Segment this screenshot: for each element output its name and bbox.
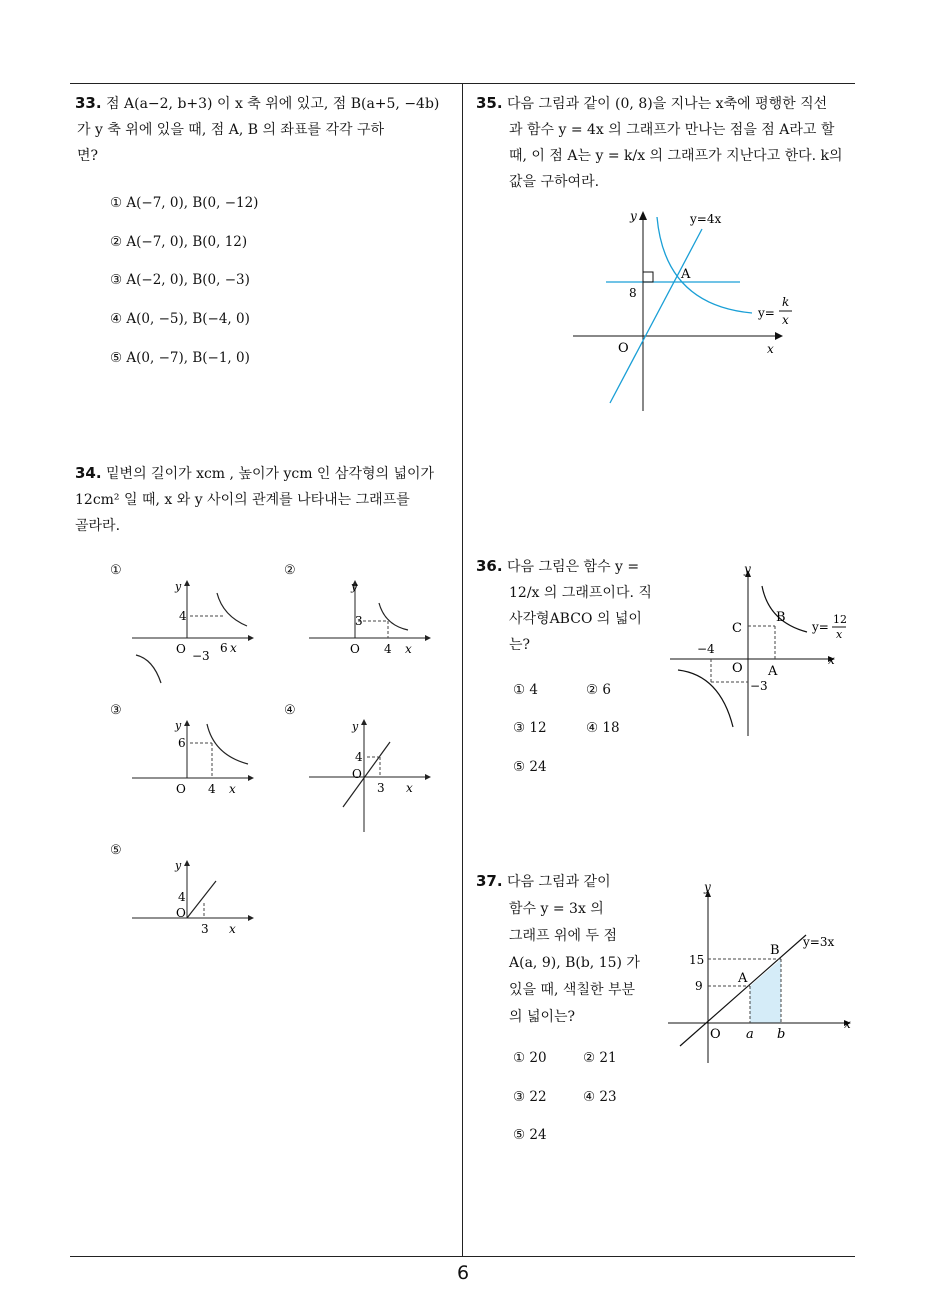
option-5[interactable]: ⑤ 24: [513, 1127, 547, 1143]
question-text-line: 함수 y = 3x 의: [509, 901, 604, 917]
bottom-rule: [70, 1256, 855, 1257]
question-number: 37.: [476, 872, 503, 890]
column-divider: [462, 83, 463, 1256]
y-axis-label: y: [175, 719, 182, 732]
question-text-line: 있을 때, 색칠한 부분: [509, 982, 635, 998]
curve-label-k: k: [782, 295, 790, 309]
option-1[interactable]: ① 4: [513, 682, 538, 698]
question-text-line: 12cm² 일 때, x 와 y 사이의 관계를 나타내는 그래프를: [75, 492, 410, 508]
question-text-line: 사각형ABCO 의 넓이: [509, 611, 642, 627]
question-text-line: 다음 그림과 같이 (0, 8)을 지나는 x축에 평행한 직선: [507, 96, 828, 112]
point-label-b: B: [770, 943, 780, 958]
graph-choice-3[interactable]: [128, 715, 258, 805]
question-33: [75, 90, 455, 169]
question-text-line: 밑변의 길이가 xcm , 높이가 ycm 인 삼각형의 넓이가: [106, 466, 435, 482]
option-3[interactable]: ③ 12: [513, 720, 547, 736]
question-text-line: 과 함수 y = 4x 의 그래프가 만나는 점을 점 A라고 할: [509, 122, 835, 138]
point-label-c: C: [732, 621, 742, 636]
graph-q36: [668, 560, 848, 740]
origin-label: O: [732, 661, 743, 676]
y-axis-label: y: [175, 580, 182, 593]
value-label: 4: [384, 642, 392, 656]
line-label: y=4x: [690, 212, 722, 226]
question-text-line: 다음 그림은 함수 y =: [507, 559, 640, 575]
choice-mark-1[interactable]: ①: [110, 563, 122, 578]
y-axis-label: y: [175, 859, 182, 872]
y-axis-label: y: [704, 880, 711, 894]
x-axis-label: x: [405, 642, 412, 656]
value-label: 6: [220, 641, 228, 655]
choice-mark-4[interactable]: ④: [284, 703, 296, 718]
question-text-line: 값을 구하여라.: [509, 174, 600, 190]
value-label: 8: [629, 286, 637, 300]
curve-label-num: 12: [833, 613, 847, 626]
graph-choice-4[interactable]: [305, 712, 435, 837]
curve-label-x: x: [836, 628, 843, 641]
graph-choice-5[interactable]: [128, 855, 258, 940]
option-1[interactable]: ① A(−7, 0), B(0, −12): [110, 195, 259, 211]
value-label: 4: [179, 609, 187, 623]
point-label-a: A: [768, 664, 778, 679]
curve-label: y=: [812, 620, 829, 634]
x-axis-label: x: [229, 782, 236, 796]
origin-label: O: [618, 341, 629, 356]
x-axis-label: x: [229, 922, 236, 936]
question-36: [476, 553, 661, 658]
question-text-line: 가 y 축 위에 있을 때, 점 A, B 의 좌표를 각각 구하: [77, 122, 384, 138]
option-4[interactable]: ④ 18: [586, 720, 620, 736]
option-3[interactable]: ③ A(−2, 0), B(0, −3): [110, 272, 250, 288]
value-label: 15: [689, 953, 705, 967]
question-text-line: 골라라.: [75, 518, 121, 534]
x-axis-label: x: [844, 1017, 851, 1031]
x-axis-label: x: [230, 641, 237, 655]
question-text-line: 12/x 의 그래프이다. 직: [509, 585, 652, 601]
question-text-line: 의 넓이는?: [509, 1009, 576, 1025]
value-label: −3: [192, 649, 210, 663]
question-text-line: 점 A(a−2, b+3) 이 x 축 위에 있고, 점 B(a+5, −4b): [106, 96, 440, 112]
question-text-line: 는?: [509, 637, 531, 653]
origin-label: O: [176, 906, 186, 920]
graph-q35: [570, 205, 805, 417]
origin-label: O: [710, 1027, 721, 1042]
x-axis-label: x: [406, 781, 413, 795]
question-number: 35.: [476, 94, 503, 112]
value-label: 3: [201, 922, 209, 936]
question-text-line: 면?: [77, 148, 99, 164]
y-axis-label: y: [744, 562, 751, 576]
origin-label: O: [350, 642, 360, 656]
choice-mark-2[interactable]: ②: [284, 563, 296, 578]
origin-label: O: [352, 767, 362, 781]
value-label: 4: [355, 750, 363, 764]
question-number: 34.: [75, 464, 102, 482]
y-axis-label: y: [352, 720, 359, 733]
page-number: 6: [456, 1262, 470, 1284]
graph-q37: [666, 878, 861, 1068]
question-text-line: 그래프 위에 두 점: [509, 928, 618, 944]
point-label-a: A: [681, 267, 691, 282]
tick-label-a: a: [746, 1027, 754, 1042]
option-4[interactable]: ④ A(0, −5), B(−4, 0): [110, 311, 250, 327]
tick-label-b: b: [777, 1027, 786, 1042]
y-axis-label: y: [351, 580, 358, 593]
point-label-b: B: [776, 610, 786, 625]
question-number: 33.: [75, 94, 102, 112]
option-2[interactable]: ② 21: [583, 1050, 617, 1066]
graph-choice-2[interactable]: [305, 575, 435, 665]
y-axis-label: y: [630, 209, 637, 223]
value-label: −3: [750, 679, 768, 693]
value-label: 4: [208, 782, 216, 796]
option-2[interactable]: ② A(−7, 0), B(0, 12): [110, 234, 248, 250]
origin-label: O: [176, 642, 186, 656]
option-1[interactable]: ① 20: [513, 1050, 547, 1066]
question-35: [476, 90, 861, 195]
curve-label: y=: [758, 306, 775, 320]
point-label-a: A: [738, 971, 748, 986]
x-axis-label: x: [828, 653, 835, 667]
question-37: [476, 868, 661, 1031]
option-5[interactable]: ⑤ 24: [513, 759, 547, 775]
question-34: [75, 460, 460, 539]
value-label: 4: [178, 890, 186, 904]
value-label: 6: [178, 736, 186, 750]
choice-mark-5[interactable]: ⑤: [110, 843, 122, 858]
value-label: −4: [697, 642, 715, 656]
option-3[interactable]: ③ 22: [513, 1089, 547, 1105]
origin-label: O: [176, 782, 186, 796]
choice-mark-3[interactable]: ③: [110, 703, 122, 718]
question-text-line: A(a, 9), B(b, 15) 가: [509, 955, 640, 971]
question-number: 36.: [476, 557, 503, 575]
option-4[interactable]: ④ 23: [583, 1089, 617, 1105]
option-2[interactable]: ② 6: [586, 682, 611, 698]
line-label: y=3x: [803, 935, 835, 949]
value-label: 3: [355, 614, 363, 628]
curve-label-x: x: [782, 313, 789, 327]
graph-choice-1[interactable]: [128, 575, 258, 690]
option-5[interactable]: ⑤ A(0, −7), B(−1, 0): [110, 350, 250, 366]
value-label: 3: [377, 781, 385, 795]
value-label: 9: [695, 979, 703, 993]
x-axis-label: x: [767, 342, 774, 356]
question-text-line: 때, 이 점 A는 y = k/x 의 그래프가 지난다고 한다. k의: [509, 148, 843, 164]
question-text-line: 다음 그림과 같이: [507, 874, 611, 890]
